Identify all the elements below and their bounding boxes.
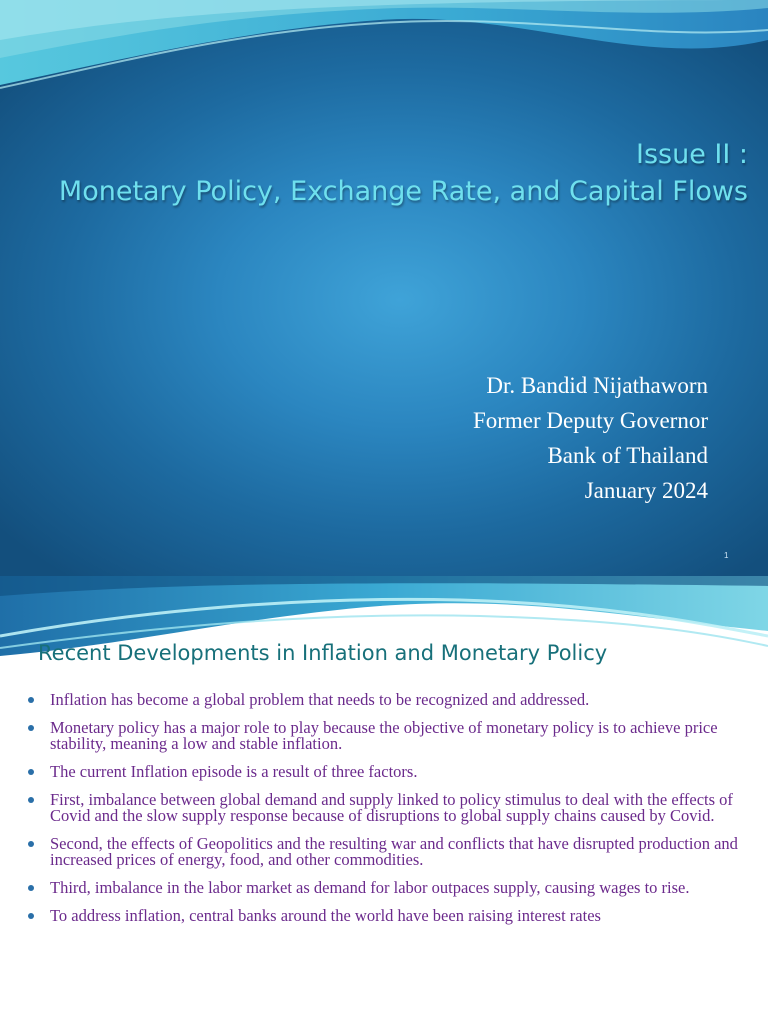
bullet-dot-icon — [28, 697, 34, 703]
decorative-wave-header — [0, 0, 768, 110]
bullet-list — [26, 692, 746, 936]
bullet-dot-icon — [28, 913, 34, 919]
bullet-dot-icon — [28, 885, 34, 891]
bullet-text: Monetary policy has a major role to play because the objective of monetary policy is to achieve price stability, meaning a low and stable inflation. — [50, 718, 718, 753]
bullet-dot-icon — [28, 841, 34, 847]
author-organization: Bank of Thailand — [547, 443, 708, 468]
bullet-text: Second, the effects of Geopolitics and the resulting war and conflicts that have disrupted production and increased prices of energy, food, and other commodities. — [50, 834, 738, 869]
bullet-dot-icon — [28, 769, 34, 775]
author-block — [473, 368, 708, 508]
slide-title — [8, 136, 748, 210]
bullet-dot-icon — [28, 725, 34, 731]
page-number: 1 — [724, 551, 729, 560]
author-name: Dr. Bandid Nijathaworn — [486, 373, 708, 398]
bullet-item — [26, 836, 746, 868]
bullet-item — [26, 908, 746, 924]
bullet-item — [26, 764, 746, 780]
bullet-item — [26, 720, 746, 752]
content-slide — [0, 576, 768, 1024]
presentation-date: January 2024 — [584, 478, 708, 503]
bullet-text: The current Inflation episode is a result of three factors. — [50, 762, 418, 781]
bullet-dot-icon — [28, 797, 34, 803]
bullet-text: To address inflation, central banks around the world have been raising interest rates — [50, 906, 601, 925]
author-position: Former Deputy Governor — [472, 408, 708, 433]
title-line-1: Issue II : — [635, 139, 748, 170]
bullet-text: Third, imbalance in the labor market as demand for labor outpaces supply, causing wages to rise. — [50, 878, 690, 897]
bullet-item — [26, 692, 746, 708]
slide-heading: Recent Developments in Inflation and Monetary Policy — [38, 641, 608, 665]
bullet-text: Inflation has become a global problem that needs to be recognized and addressed. — [50, 690, 590, 709]
bullet-text: First, imbalance between global demand and supply linked to policy stimulus to deal with the effects of Covid and the slow supply response because of disruptions to global supply chains caused by Covid. — [50, 790, 733, 825]
title-line-2: Monetary Policy, Exchange Rate, and Capital Flows — [58, 176, 748, 207]
bullet-item — [26, 880, 746, 896]
bullet-item — [26, 792, 746, 824]
